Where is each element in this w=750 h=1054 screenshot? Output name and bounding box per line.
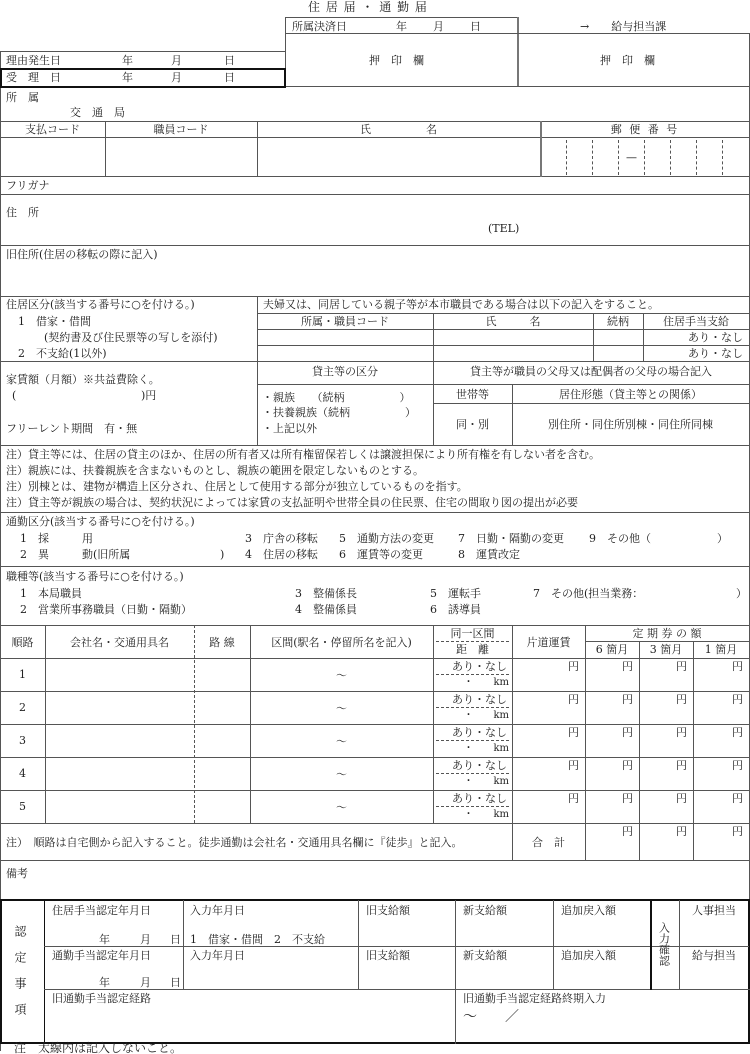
route-header-1month: 1 箇月 bbox=[704, 643, 738, 656]
rule-line bbox=[358, 900, 359, 990]
dept-seal-label: 押 印 欄 bbox=[369, 54, 424, 67]
commute-opt-transfer[interactable]: 2 異 動(旧所属 bbox=[20, 548, 131, 561]
housing-old-amount-label: 旧支給額 bbox=[366, 904, 410, 917]
spouse-row1-code[interactable] bbox=[258, 330, 433, 345]
landlord-type-header: 貸主等の区分 bbox=[312, 365, 378, 378]
commute-opt-other-close: ） bbox=[717, 532, 728, 545]
route-company-input[interactable] bbox=[46, 725, 193, 756]
commute-approval-date-label: 通勤手当認定年月日 bbox=[52, 949, 151, 962]
route-total-label: 合 計 bbox=[532, 836, 565, 849]
route-tilde: 〜 bbox=[336, 669, 347, 682]
spouse-row2-name[interactable] bbox=[434, 346, 593, 361]
route-company-input[interactable] bbox=[46, 659, 193, 690]
rule-line bbox=[0, 625, 750, 626]
route-distance[interactable]: ・ km bbox=[463, 677, 509, 688]
housing-input-date-label: 入力年月日 bbox=[190, 904, 245, 917]
route-1month-yen[interactable]: 円 bbox=[732, 759, 743, 772]
rule-line bbox=[0, 121, 750, 122]
old-route-label: 旧通勤手当認定経路 bbox=[52, 992, 151, 1005]
rule-line bbox=[585, 641, 750, 642]
housing-opt-rental[interactable]: 1 借家・借間 bbox=[18, 315, 91, 328]
route-3months-yen[interactable]: 円 bbox=[676, 693, 687, 706]
residence-header: 居住形態（貸主等との関係） bbox=[559, 388, 702, 401]
rule-line bbox=[436, 806, 509, 807]
rent-yen: )円 bbox=[141, 389, 157, 402]
reason-day: 日 bbox=[224, 54, 235, 67]
note-separate-building: 注）別棟とは、建物が構造上区分され、住居として使用する部分が独立しているものを指す。 bbox=[6, 480, 468, 493]
route-3months-yen[interactable]: 円 bbox=[676, 660, 687, 673]
dept-seal-field[interactable] bbox=[286, 34, 517, 86]
old-route-end-value: 〜 ／ bbox=[463, 1009, 519, 1025]
name-input[interactable] bbox=[258, 138, 540, 176]
route-distance[interactable]: ・ km bbox=[463, 776, 509, 787]
rule-line bbox=[257, 313, 750, 314]
rent-label: 家賃額（月額）※共益費除く。 bbox=[6, 373, 160, 386]
pay-code-header: 支払コード bbox=[25, 123, 80, 136]
rule-line bbox=[44, 946, 650, 947]
route-to-input[interactable] bbox=[350, 791, 432, 822]
route-1month-yen[interactable]: 円 bbox=[732, 660, 743, 673]
job-opt-office-clerk[interactable]: 2 営業所事務職員（日勤・隔勤） bbox=[20, 603, 192, 616]
remarks-label: 備考 bbox=[6, 867, 28, 880]
dept-settle-label: 所属決済日 bbox=[292, 20, 347, 33]
receipt-day: 日 bbox=[224, 71, 235, 84]
old-dept-input[interactable] bbox=[130, 547, 218, 561]
input-confirm-label: 入力確認 bbox=[657, 922, 671, 966]
rule-line bbox=[436, 773, 509, 774]
form-title: 住 居 届 ・ 通 勤 届 bbox=[308, 0, 428, 14]
route-tilde: 〜 bbox=[336, 735, 347, 748]
reason-date-field[interactable] bbox=[90, 52, 280, 67]
note-landlord: 注）貸主等には、住居の貸主のほか、住居の所有者又は所有権留保若しくは譲渡担保により所有権を有しない者を含む。 bbox=[6, 448, 600, 461]
rule-line bbox=[436, 641, 509, 642]
rule-line bbox=[44, 989, 750, 990]
route-order: 3 bbox=[19, 734, 26, 747]
postal-code-input[interactable] bbox=[542, 138, 749, 176]
landlord-type-other[interactable]: ・上記以外 bbox=[262, 422, 317, 435]
payroll-seal-field[interactable] bbox=[519, 34, 749, 86]
route-header-distance: 距 離 bbox=[456, 643, 489, 656]
spouse-note: 夫婦又は、同居している親子等が本市職員である場合は以下の記入をすること。 bbox=[263, 298, 659, 311]
rule-line bbox=[0, 566, 750, 567]
address-label: 住 所 bbox=[6, 206, 39, 219]
household-header: 世帯等 bbox=[456, 388, 489, 401]
rule-line bbox=[433, 403, 750, 404]
route-order: 5 bbox=[19, 800, 26, 813]
rule-line bbox=[285, 17, 518, 18]
route-1month-yen[interactable]: 円 bbox=[732, 693, 743, 706]
route-distance[interactable]: ・ km bbox=[463, 710, 509, 721]
commute-opt-method-change[interactable]: 5 通勤方法の変更 bbox=[339, 532, 434, 545]
reason-month: 月 bbox=[171, 54, 182, 67]
route-3months-yen[interactable]: 円 bbox=[676, 759, 687, 772]
job-opt-maint-chief[interactable]: 3 整備係長 bbox=[295, 587, 357, 600]
note-documents: 注）貸主等が親族の場合は、契約状況によっては家賃の支払証明や世帯全員の住民票、住宅の間取り図の提出が必要 bbox=[6, 496, 578, 509]
route-6months-yen[interactable]: 円 bbox=[622, 792, 633, 805]
commute-other-input[interactable] bbox=[665, 531, 717, 545]
payroll-dept-label: → 給与担当課 bbox=[580, 20, 667, 33]
route-one-way-yen[interactable]: 円 bbox=[568, 792, 579, 805]
rule-line bbox=[650, 900, 652, 990]
route-header-order: 順路 bbox=[11, 636, 34, 649]
payroll-staff-label: 給与担当 bbox=[692, 949, 736, 962]
housing-approval-day: 日 bbox=[170, 933, 181, 946]
old-route-end-label: 旧通勤手当認定経路終期入力 bbox=[463, 992, 606, 1005]
dept-settle-day: 日 bbox=[470, 20, 481, 33]
receipt-year: 年 bbox=[122, 71, 133, 84]
commute-opt-fare-change[interactable]: 6 運賃等の変更 bbox=[339, 548, 423, 561]
route-total-6months-yen[interactable]: 円 bbox=[622, 825, 633, 838]
hr-staff-label: 人事担当 bbox=[692, 904, 736, 917]
housing-opt-rental-note: (契約書及び住民票等の写しを添付) bbox=[44, 331, 218, 344]
remarks-input[interactable] bbox=[1, 880, 749, 898]
route-line-input[interactable] bbox=[196, 758, 249, 789]
route-6months-yen[interactable]: 円 bbox=[622, 759, 633, 772]
route-6months-yen[interactable]: 円 bbox=[622, 660, 633, 673]
route-line-input[interactable] bbox=[196, 659, 249, 690]
reason-year: 年 bbox=[122, 54, 133, 67]
spouse-col-allowance: 住居手当支給 bbox=[663, 315, 729, 328]
commute-approval-year: 年 bbox=[99, 976, 110, 989]
rent-open-paren: ( bbox=[12, 389, 17, 402]
job-opt-maint-staff[interactable]: 4 整備係員 bbox=[295, 603, 357, 616]
route-one-way-yen[interactable]: 円 bbox=[568, 693, 579, 706]
route-tilde: 〜 bbox=[336, 702, 347, 715]
old-address-input[interactable] bbox=[1, 263, 749, 295]
route-one-way-yen[interactable]: 円 bbox=[568, 759, 579, 772]
route-total-3months-yen[interactable]: 円 bbox=[676, 825, 687, 838]
route-to-input[interactable] bbox=[350, 659, 432, 690]
route-note: 注） 順路は自宅側から記入すること。徒歩通勤は会社名・交通用具名欄に『徒歩』と記入。 bbox=[6, 836, 463, 849]
route-line-input[interactable] bbox=[196, 692, 249, 723]
route-company-input[interactable] bbox=[46, 758, 193, 789]
furigana-input[interactable] bbox=[60, 177, 749, 193]
housing-opt-none[interactable]: 2 不支給(1以外) bbox=[18, 347, 107, 360]
landlord-type-dependent[interactable]: ・扶養親族（続柄 ） bbox=[262, 406, 416, 419]
pay-code-input[interactable] bbox=[1, 138, 105, 176]
housing-type-title: 住居区分(該当する番号に○を付ける。) bbox=[6, 298, 195, 311]
rule-line bbox=[183, 900, 184, 990]
housing-adjust-label: 追加戻入額 bbox=[561, 904, 616, 917]
job-opt-head-office[interactable]: 1 本局職員 bbox=[20, 587, 82, 600]
route-header-company: 会社名・交通用具名 bbox=[70, 636, 169, 649]
route-line-input[interactable] bbox=[196, 725, 249, 756]
rule-line bbox=[0, 361, 750, 362]
spouse-row2-allowance[interactable]: あり・なし bbox=[688, 347, 743, 360]
approval-box bbox=[0, 899, 750, 1044]
landlord-type-relative[interactable]: ・親族 （続柄 ） bbox=[262, 391, 411, 404]
route-order: 2 bbox=[19, 701, 26, 714]
rule-line bbox=[436, 740, 509, 741]
receipt-month: 月 bbox=[171, 71, 182, 84]
job-opt-driver[interactable]: 5 運転手 bbox=[430, 587, 481, 600]
reason-date-label: 理由発生日 bbox=[6, 54, 61, 67]
route-distance[interactable]: ・ km bbox=[463, 809, 509, 820]
rule-line bbox=[0, 245, 750, 246]
postal-dash: — bbox=[626, 151, 637, 164]
route-to-input[interactable] bbox=[350, 725, 432, 756]
rule-line bbox=[44, 900, 45, 1043]
rule-line bbox=[436, 674, 509, 675]
route-header-line: 路 線 bbox=[209, 636, 235, 649]
payroll-seal-label: 押 印 欄 bbox=[600, 54, 655, 67]
housing-new-amount-label: 新支給額 bbox=[463, 904, 507, 917]
route-total-1month-yen[interactable]: 円 bbox=[732, 825, 743, 838]
commute-opt-shift-change[interactable]: 7 日勤・隔勤の変更 bbox=[458, 532, 564, 545]
rule-line bbox=[0, 860, 750, 861]
commute-input-date-label: 入力年月日 bbox=[190, 949, 245, 962]
spouse-row1-name[interactable] bbox=[434, 330, 593, 345]
address-input[interactable] bbox=[50, 195, 749, 244]
footer-note: 注 太線内は記入しないこと。 bbox=[14, 1041, 183, 1054]
route-same-section[interactable]: あり・なし bbox=[452, 660, 507, 673]
rule-line bbox=[257, 384, 750, 385]
rule-line bbox=[0, 512, 750, 513]
note-relative: 注）親族には、扶養親族を含まないものとし、親族の範囲を限定しないものとする。 bbox=[6, 464, 424, 477]
route-order: 1 bbox=[19, 668, 26, 681]
rule-line bbox=[285, 86, 750, 87]
commute-opt-transfer-close: ) bbox=[220, 548, 225, 561]
free-rent-label[interactable]: フリーレント期間 有・無 bbox=[6, 422, 138, 435]
spouse-row2-code[interactable] bbox=[258, 346, 433, 361]
commute-type-title: 通勤区分(該当する番号に○を付ける。) bbox=[6, 515, 195, 528]
residence-value[interactable]: 別住所・同住所別棟・同住所同棟 bbox=[548, 418, 713, 431]
postal-header: 郵 便 番 号 bbox=[610, 123, 680, 136]
route-tilde: 〜 bbox=[336, 801, 347, 814]
commute-opt-home-move[interactable]: 4 住居の移転 bbox=[245, 548, 318, 561]
spouse-row1-allowance[interactable]: あり・なし bbox=[688, 331, 743, 344]
job-opt-other-close: ） bbox=[736, 587, 747, 600]
commute-opt-office-move[interactable]: 3 庁舎の移転 bbox=[245, 532, 318, 545]
route-to-input[interactable] bbox=[350, 692, 432, 723]
job-opt-other[interactable]: 7 その他(担当業務： bbox=[533, 587, 644, 600]
route-same-section[interactable]: あり・なし bbox=[452, 792, 507, 805]
rule-line bbox=[0, 296, 750, 297]
spouse-col-code: 所属・職員コード bbox=[301, 315, 389, 328]
household-value[interactable]: 同・別 bbox=[456, 418, 489, 431]
route-header-one-way: 片道運賃 bbox=[526, 636, 571, 649]
old-address-label: 旧住所(住居の移転の際に記入) bbox=[6, 248, 158, 261]
rule-line bbox=[0, 823, 750, 824]
route-same-section[interactable]: あり・なし bbox=[452, 693, 507, 706]
route-6months-yen[interactable]: 円 bbox=[622, 726, 633, 739]
job-opt-guide[interactable]: 6 誘導員 bbox=[430, 603, 481, 616]
route-distance[interactable]: ・ km bbox=[463, 743, 509, 754]
rule-line bbox=[455, 900, 456, 1044]
route-1month-yen[interactable]: 円 bbox=[732, 792, 743, 805]
parent-landlord-header: 貸主等が職員の父母又は配偶者の父母の場合記入 bbox=[470, 365, 712, 378]
route-company-input[interactable] bbox=[46, 692, 193, 723]
commute-opt-hire[interactable]: 1 採 用 bbox=[20, 532, 93, 545]
dept-settle-date-field[interactable] bbox=[360, 20, 510, 32]
route-1month-yen[interactable]: 円 bbox=[732, 726, 743, 739]
route-header-3months: 3 箇月 bbox=[649, 643, 683, 656]
route-tilde: 〜 bbox=[336, 768, 347, 781]
route-order: 4 bbox=[19, 767, 26, 780]
route-header-section: 区間(駅名・停留所名を記入) bbox=[271, 636, 412, 649]
commute-approval-month: 月 bbox=[140, 976, 151, 989]
commute-opt-other[interactable]: 9 その他（ bbox=[589, 532, 651, 545]
spouse-col-relation: 続柄 bbox=[607, 315, 629, 328]
receipt-date-label: 受 理 日 bbox=[6, 71, 61, 84]
route-6months-yen[interactable]: 円 bbox=[622, 693, 633, 706]
commute-new-amount-label: 新支給額 bbox=[463, 949, 507, 962]
route-3months-yen[interactable]: 円 bbox=[676, 726, 687, 739]
furigana-label: フリガナ bbox=[6, 179, 50, 192]
spouse-row2-relation[interactable] bbox=[594, 346, 643, 361]
affiliation-label: 所 属 bbox=[6, 91, 39, 104]
commute-approval-day: 日 bbox=[170, 976, 181, 989]
job-other-input[interactable] bbox=[680, 586, 734, 600]
housing-approval-month: 月 bbox=[140, 933, 151, 946]
name-header: 氏 名 bbox=[360, 123, 437, 136]
rule-line bbox=[0, 445, 750, 446]
affiliation-value: 交 通 局 bbox=[70, 106, 125, 119]
route-line-input[interactable] bbox=[196, 791, 249, 822]
commute-old-amount-label: 旧支給額 bbox=[366, 949, 410, 962]
route-to-input[interactable] bbox=[350, 758, 432, 789]
housing-approval-date-label: 住居手当認定年月日 bbox=[52, 904, 151, 917]
employee-code-header: 職員コード bbox=[153, 123, 209, 136]
route-same-section[interactable]: あり・なし bbox=[452, 759, 507, 772]
commute-opt-fare-revision[interactable]: 8 運賃改定 bbox=[458, 548, 520, 561]
route-header-6months: 6 箇月 bbox=[595, 643, 629, 656]
route-company-input[interactable] bbox=[46, 791, 193, 822]
route-one-way-yen[interactable]: 円 bbox=[568, 726, 579, 739]
dept-settle-year: 年 bbox=[396, 20, 407, 33]
rule-line bbox=[553, 900, 554, 990]
route-3months-yen[interactable]: 円 bbox=[676, 792, 687, 805]
approval-side-label: 認定事項 bbox=[13, 925, 27, 1029]
job-type-title: 職種等(該当する番号に○を付ける。) bbox=[6, 570, 184, 583]
tel-label: (TEL) bbox=[488, 222, 520, 235]
housing-approval-year: 年 bbox=[99, 933, 110, 946]
commute-adjust-label: 追加戻入額 bbox=[561, 949, 616, 962]
rule-line bbox=[436, 707, 509, 708]
dept-settle-month: 月 bbox=[433, 20, 444, 33]
rent-amount-input[interactable] bbox=[22, 387, 140, 402]
route-one-way-yen[interactable]: 円 bbox=[568, 660, 579, 673]
route-header-pass-amount: 定 期 券 の 額 bbox=[632, 627, 702, 640]
employee-code-input[interactable] bbox=[106, 138, 257, 176]
spouse-col-name: 氏 名 bbox=[485, 315, 541, 328]
route-header-same-section: 同一区間 bbox=[450, 627, 495, 640]
housing-input-options: 1 借家・借間 2 不支給 bbox=[190, 933, 325, 946]
route-same-section[interactable]: あり・なし bbox=[452, 726, 507, 739]
spouse-row1-relation[interactable] bbox=[594, 330, 643, 345]
